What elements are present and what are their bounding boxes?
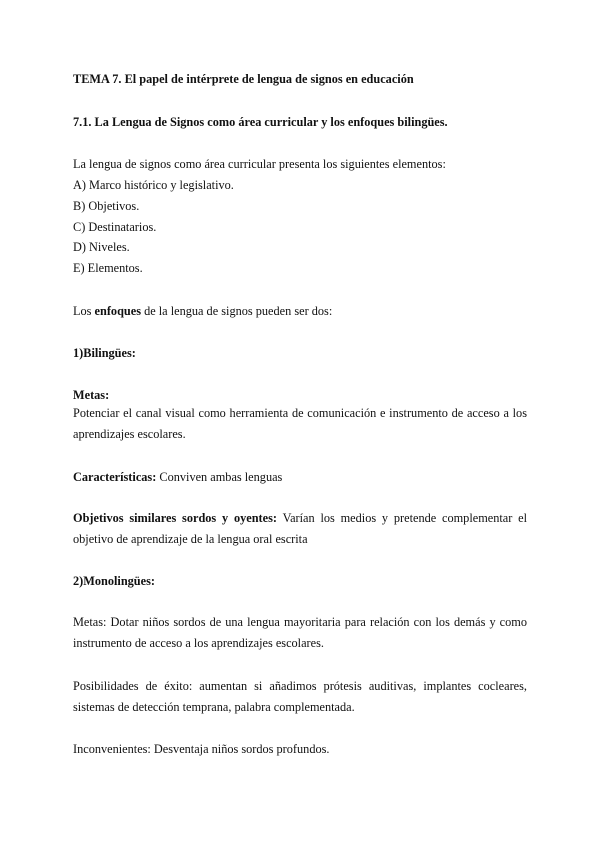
list-item-marco: A) Marco histórico y legislativo. xyxy=(73,178,234,192)
list-item-objetivos: B) Objetivos. xyxy=(73,199,140,213)
approaches-prefix: Los xyxy=(73,304,95,318)
features-label: Características: xyxy=(73,470,157,484)
section-heading: 7.1. La Lengua de Signos como área curricular y los enfoques bilingües. xyxy=(73,115,448,129)
approaches-paragraph xyxy=(73,303,332,319)
list-item-destinatarios: C) Destinatarios. xyxy=(73,220,157,234)
objectives-label: Objetivos similares sordos y oyentes: xyxy=(73,511,277,525)
list-item-niveles: D) Niveles. xyxy=(73,240,130,254)
features-text: Conviven ambas lenguas xyxy=(156,470,283,484)
document-title: TEMA 7. El papel de intérprete de lengua de signos en educación xyxy=(73,72,414,86)
bilingual-metas-label: Metas: xyxy=(73,388,110,402)
bilingual-objectives xyxy=(73,508,527,550)
list-item-elementos: E) Elementos. xyxy=(73,261,143,275)
monolingual-heading: 2)Monolingües: xyxy=(73,574,155,588)
approaches-bold-term: enfoques xyxy=(94,304,141,318)
objectives-text: Varían los medios y pretende complementar el objetivo de aprendizaje de la lengua oral escrita xyxy=(73,511,528,546)
monolingual-success: Posibilidades de éxito: aumentan si añadimos prótesis auditivas, implantes cocleares, sistemas de detección temprana, palabra complementada. xyxy=(73,679,527,714)
bilingual-features xyxy=(73,469,282,485)
intro-paragraph: La lengua de signos como área curricular presenta los siguientes elementos: xyxy=(73,157,446,171)
bilingual-metas-text: Potenciar el canal visual como herramienta de comunicación e instrumento de acceso a los aprendizajes escolares. xyxy=(73,406,527,441)
monolingual-metas: Metas: Dotar niños sordos de una lengua mayoritaria para relación con los demás y como instrumento de acceso a los aprendizajes escolares. xyxy=(73,615,527,650)
monolingual-drawbacks: Inconvenientes: Desventaja niños sordos profundos. xyxy=(73,742,330,756)
bilingual-heading: 1)Bilingües: xyxy=(73,346,136,360)
approaches-suffix: de la lengua de signos pueden ser dos: xyxy=(141,304,333,318)
